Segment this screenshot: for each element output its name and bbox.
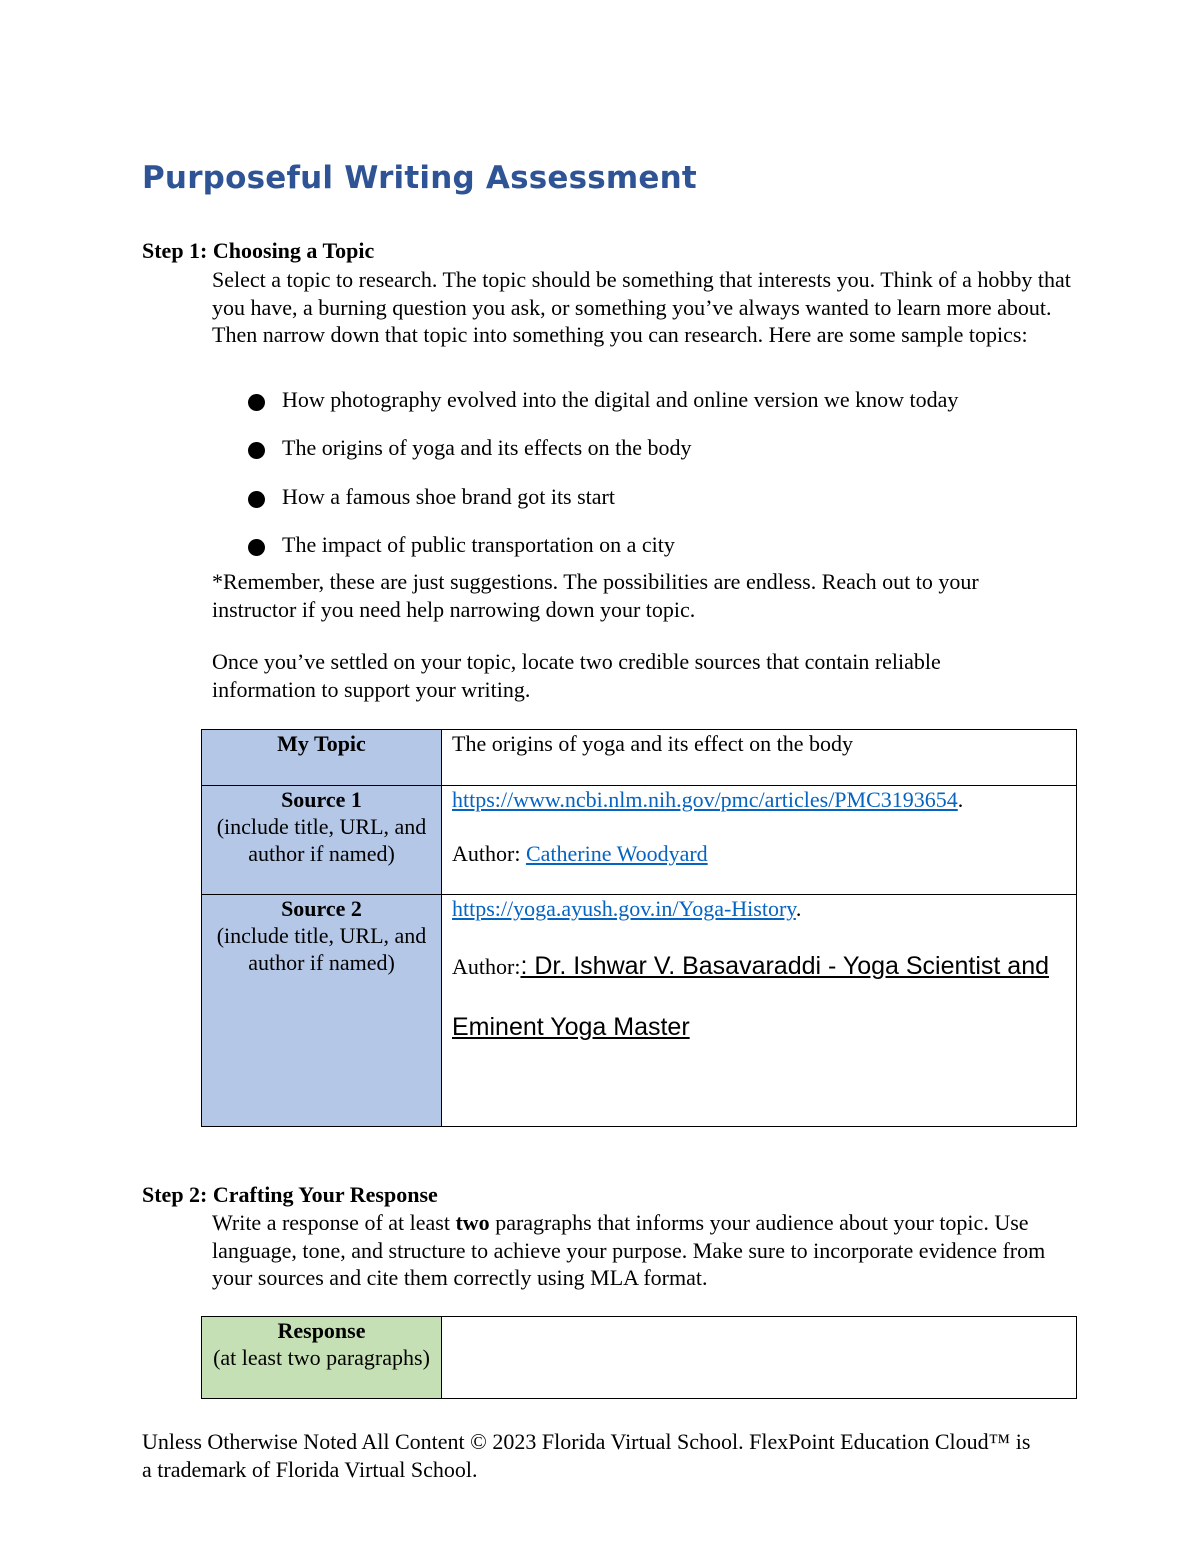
sample-topics-list bbox=[248, 385, 958, 578]
list-item-text: How a famous shoe brand got its start bbox=[282, 483, 615, 509]
source2-author-prefix: Author: bbox=[452, 954, 521, 979]
step1-heading: Step 1: Choosing a Topic bbox=[142, 238, 375, 263]
table-row bbox=[202, 1317, 1077, 1399]
response-input-cell[interactable] bbox=[442, 1317, 1077, 1399]
copyright-footer: Unless Otherwise Noted All Content © 2023 Florida Virtual School. FlexPoint Education Cloud™ is a trademark of Florida Virtual School. bbox=[142, 1429, 1031, 1482]
list-item bbox=[248, 385, 958, 433]
bullet-icon bbox=[248, 539, 265, 556]
topic-label: My Topic bbox=[277, 731, 366, 756]
source1-value-cell[interactable]: https://www.ncbi.nlm.nih.gov/pmc/articles/PMC3193654. Author: Catherine Woodyard bbox=[442, 786, 1077, 895]
source1-hint: (include title, URL, and author if named) bbox=[216, 814, 427, 866]
step2-heading: Step 2: Crafting Your Response bbox=[142, 1182, 438, 1207]
topic-label-cell bbox=[202, 730, 442, 786]
source1-label-cell bbox=[202, 786, 442, 895]
source1-author-prefix: Author: bbox=[452, 841, 526, 866]
step2-instruction bbox=[212, 1209, 1082, 1292]
source2-label: Source 2 bbox=[281, 896, 362, 921]
page-title: Purposeful Writing Assessment bbox=[142, 160, 697, 196]
source1-url-link[interactable]: https://www.ncbi.nlm.nih.gov/pmc/articles/PMC3193654 bbox=[452, 787, 958, 812]
table-row bbox=[202, 730, 1077, 786]
source2-value-cell[interactable]: https://yoga.ayush.gov.in/Yoga-History. Author:: Dr. Ishwar V. Basavaraddi - Yoga Scientist and Eminent Yoga Master bbox=[442, 895, 1077, 1127]
instruction-emphasis: two bbox=[455, 1210, 490, 1235]
list-item-text: The impact of public transportation on a city bbox=[282, 531, 675, 557]
instruction-text-start: Write a response of at least bbox=[212, 1210, 456, 1235]
source2-hint: (include title, URL, and author if named) bbox=[216, 923, 427, 975]
response-hint: (at least two paragraphs) bbox=[213, 1345, 430, 1370]
source2-author: : Dr. Ishwar V. Basavaraddi - Yoga Scientist and Eminent Yoga Master bbox=[452, 952, 1050, 1041]
bullet-icon bbox=[248, 394, 265, 411]
source1-label: Source 1 bbox=[281, 787, 362, 812]
bullet-icon bbox=[248, 442, 265, 459]
list-item-text: How photography evolved into the digital and online version we know today bbox=[282, 387, 959, 412]
reminder-note: *Remember, these are just suggestions. The possibilities are endless. Reach out to your instructor if you need help narrowing down your topic. bbox=[212, 569, 979, 622]
list-item-text: The origins of yoga and its effects on the body bbox=[282, 435, 692, 461]
sources-table bbox=[201, 729, 1077, 1127]
topic-value: The origins of yoga and its effect on the body bbox=[452, 731, 853, 756]
source1-author-link[interactable]: Catherine Woodyard bbox=[525, 841, 708, 866]
source2-url-link[interactable]: https://yoga.ayush.gov.in/Yoga-History bbox=[452, 896, 796, 921]
sources-instruction: Once you’ve settled on your topic, locate two credible sources that contain reliable information to support your writing. bbox=[212, 649, 941, 702]
step1-intro: Select a topic to research. The topic should be something that interests you. Think of a hobby that you have, a burning question you ask, or something you’ve always wanted to learn more about. Then narrow down that topic into something you can research. Here are some sample topics: bbox=[212, 267, 1071, 347]
topic-value-cell[interactable] bbox=[442, 730, 1077, 786]
response-table bbox=[201, 1316, 1077, 1399]
bullet-icon bbox=[248, 491, 265, 508]
source2-label-cell bbox=[202, 895, 442, 1127]
list-item bbox=[248, 482, 958, 530]
list-item bbox=[248, 433, 958, 481]
table-row bbox=[202, 786, 1077, 895]
response-label: Response bbox=[277, 1318, 366, 1343]
instruction-text-end: paragraphs that informs your audience about your topic. Use language, tone, and structure to achieve your purpose. Make sure to incorporate evidence from your sources and cite them correctly using MLA format. bbox=[212, 1210, 1046, 1290]
table-row bbox=[202, 895, 1077, 1127]
response-label-cell bbox=[202, 1317, 442, 1399]
